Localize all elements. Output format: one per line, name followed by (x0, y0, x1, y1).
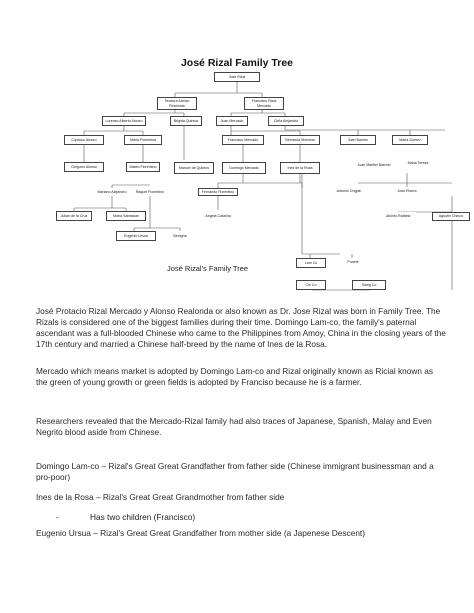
bullet-item (56, 512, 195, 523)
tree-caption: José Rizal's Family Tree (167, 264, 249, 273)
tree-node-jose-rizal: Jose Rizal (214, 72, 260, 82)
tree-node-maria-gomez: Maria Gomez (392, 135, 428, 145)
tree-node-agustin: Agustin Chinco (432, 212, 470, 221)
tree-node-maria-florentina: Maria Florentina (124, 135, 162, 145)
paragraph-text: Researchers revealed that the Mercado-Rizal family had also traces of Japanese, Spanish, Malay and Even Negrito blood aside from Chinese. (36, 416, 432, 437)
tree-node-bernarda: Bernarda Monicha (280, 135, 320, 145)
relative-domingo (36, 461, 446, 483)
paragraph-researchers (36, 416, 446, 438)
tree-node-fernando: Fernando Florentino (198, 188, 238, 196)
tree-node-mateo: Mateo Florentino (126, 162, 160, 172)
tree-node-antonio-ongpin: Antonio Ongpin (330, 187, 368, 196)
tree-node-francisco: Francisco Rizal Mercado (244, 97, 284, 110)
relative-text: Ines de la Rosa – Rizal's Great Great Grandmother from father side (36, 492, 285, 502)
relative-ines (36, 492, 446, 503)
tree-node-juan-mateo: Juan Marifiel Barreto (354, 158, 394, 173)
tree-node-angela: Angela Catalina (198, 210, 238, 223)
tree-node-maria-teresa: Maria Teresa (400, 158, 436, 168)
tree-node-raquel: Raquel Florentino (130, 188, 170, 196)
relative-text: Eugenio Ursua – Rizal's Great Great Grandfather from mother side (a Japenese Descent) (36, 528, 366, 538)
tree-node-domingo-mercado: Domingo Mercado (222, 162, 266, 174)
tree-node-eugenio-ursua: Eugenio Ursua (116, 231, 156, 241)
tree-node-manuel: Manuel de Quintos (174, 162, 214, 174)
tree-node-lorenzo: Lorenzo Alberto Alonzo (102, 116, 146, 126)
tree-node-teodora: Teodora Alonso Realonda (157, 97, 197, 110)
tree-node-francisco-mercado: Francisco Mercado (222, 135, 264, 145)
tree-node-lam-co: Lam Co (296, 258, 326, 268)
tree-node-brigida: Brigida Quintos (170, 116, 202, 126)
tree-node-cirila: Cirila Alejandro (268, 116, 304, 126)
tree-node-benigna: Benigna (164, 231, 196, 241)
tree-node-ines: Ines de la Rosa (280, 162, 320, 174)
tree-node-jacinto: Jacinto Rafaela (380, 212, 416, 221)
paragraph-mercado (36, 366, 446, 388)
tree-node-jose-rivera: Jose Rivera (388, 187, 426, 196)
bullet-text: Has two children (Francisco) (90, 512, 196, 522)
paragraph-text: José Protacio Rizal Mercado y Alonso Realonda or also known as Dr. Jose Rizal was born in Family Tree. The Rizals is considered one of the biggest families during their time. Domingo Lam-co, the family's paternal ascendant was a full-blooded Chinese who came to the Philippines from Amoy, China in the closing years of the 17th century and married a Chinese half-breed by the name of Ines de la Rosa. (36, 306, 446, 349)
bullet-dash: - (56, 512, 59, 522)
tree-node-chi-co: Chi Co (296, 280, 326, 290)
paragraph-text: Mercado which means market is adopted by Domingo Lam-co and Rizal originally known as Ricial known as the green of young growth or green fields is adopted by Franciso because he is a farmer. (36, 366, 434, 387)
tree-node-juan-mercado: Juan Mercado (216, 116, 248, 126)
tree-node-cipriano: Cipriano Alonzo (64, 135, 104, 145)
relative-text: Domingo Lam-co – Rizal's Great Great Grandfather from father side (Chinese immigrant businessman and a pro-poor) (36, 461, 434, 482)
tree-node-punele: Punele (338, 258, 368, 266)
tree-node-gregorio: Gregorio Alonso (64, 162, 104, 172)
tree-node-juan-barreto: Juan Barreto (340, 135, 376, 145)
tree-node-julian: Julian de la Cruz (56, 211, 92, 221)
page-title: José Rizal Family Tree (180, 57, 294, 69)
tree-node-maria-sabaskan: Maria Sabaskan (106, 211, 146, 221)
relative-eugenio (36, 528, 446, 539)
tree-node-mariano: Mariano Alejandro (92, 188, 132, 196)
tree-node-siang-co: Siang Co (352, 280, 386, 290)
paragraph-intro (36, 306, 446, 350)
